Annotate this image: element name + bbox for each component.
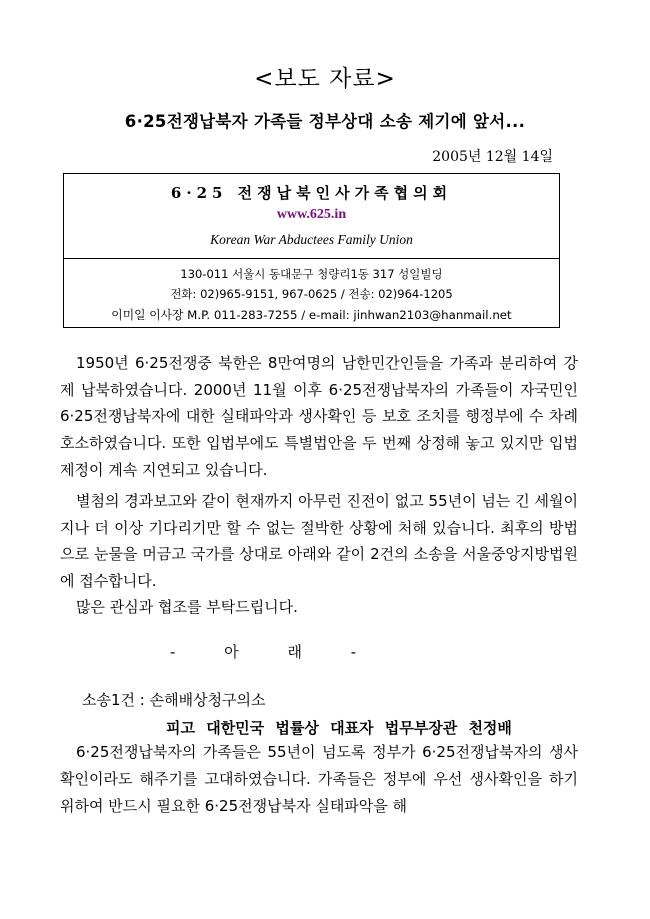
release-date: 2005년 12월 14일 xyxy=(432,149,553,165)
organization-contact-box xyxy=(63,173,560,328)
body-paragraph-1: 1950년 6·25전쟁중 북한은 8만여명의 남한민간인들을 가족과 분리하여 강제 납북하였습니다. 2000년 11월 이후 6·25전쟁납북자의 가족들이 자국민인 6·25전쟁납북자에 대한 실태파악과 생사확인 등 보호 조치를 행정부에 수 차례 호소하였습니다. 또한 입법부에도 특별법안을 두 번째 상정해 놓고 있지만 입법 제정이 계속 지연되고 있습니다. xyxy=(60,354,578,479)
organization-website-link[interactable]: www.625.in xyxy=(276,207,347,222)
body-paragraph-4: 6·25전쟁납북자의 가족들은 55년이 넘도록 정부가 6·25전쟁납북자의 생사확인이라도 해주기를 고대하였습니다. 가족들은 정부에 우선 생사확인을 하기 위하여 반드시 필요한 6·25전쟁납북자 실태파악을 해 xyxy=(60,743,578,815)
case-defendant: 피고 대한민국 법률상 대표자 법무부장관 천정배 xyxy=(166,719,512,737)
document-title: <보도 자료> xyxy=(254,66,396,92)
case-title: 소송1건 : 손해배상청구의소 xyxy=(82,691,266,709)
organization-address: 130-011 서울시 동대문구 청량리1동 317 성일빌딩 xyxy=(180,267,443,281)
section-marker: - 아 래 - xyxy=(170,643,359,661)
organization-english-name: Korean War Abductees Family Union xyxy=(210,232,413,247)
body-paragraph-2: 별첨의 경과보고와 같이 현재까지 아무런 진전이 없고 55년이 넘는 긴 세월이 지나 더 이상 기다리기만 할 수 없는 절박한 상황에 처해 있습니다. 최후의 방법으로 눈물을 머금고 국가를 상대로 아래와 같이 2건의 소송을 서울중앙지방법원에 접수합니다. xyxy=(60,492,578,591)
body-paragraph-3: 많은 관심과 협조를 부탁드립니다. xyxy=(76,598,298,616)
organization-name: 6·25 전쟁납북인사가족협의회 xyxy=(170,184,453,202)
document-subtitle: 6·25전쟁납북자 가족들 정부상대 소송 제기에 앞서... xyxy=(124,112,526,131)
organization-chair-email: 이미일 이사장 M.P. 011-283-7255 / e-mail: jinhwan2103@hanmail.net xyxy=(111,308,512,322)
box-divider xyxy=(64,258,559,259)
organization-phone-fax: 전화: 02)965-9151, 967-0625 / 전송: 02)964-1205 xyxy=(170,287,453,301)
